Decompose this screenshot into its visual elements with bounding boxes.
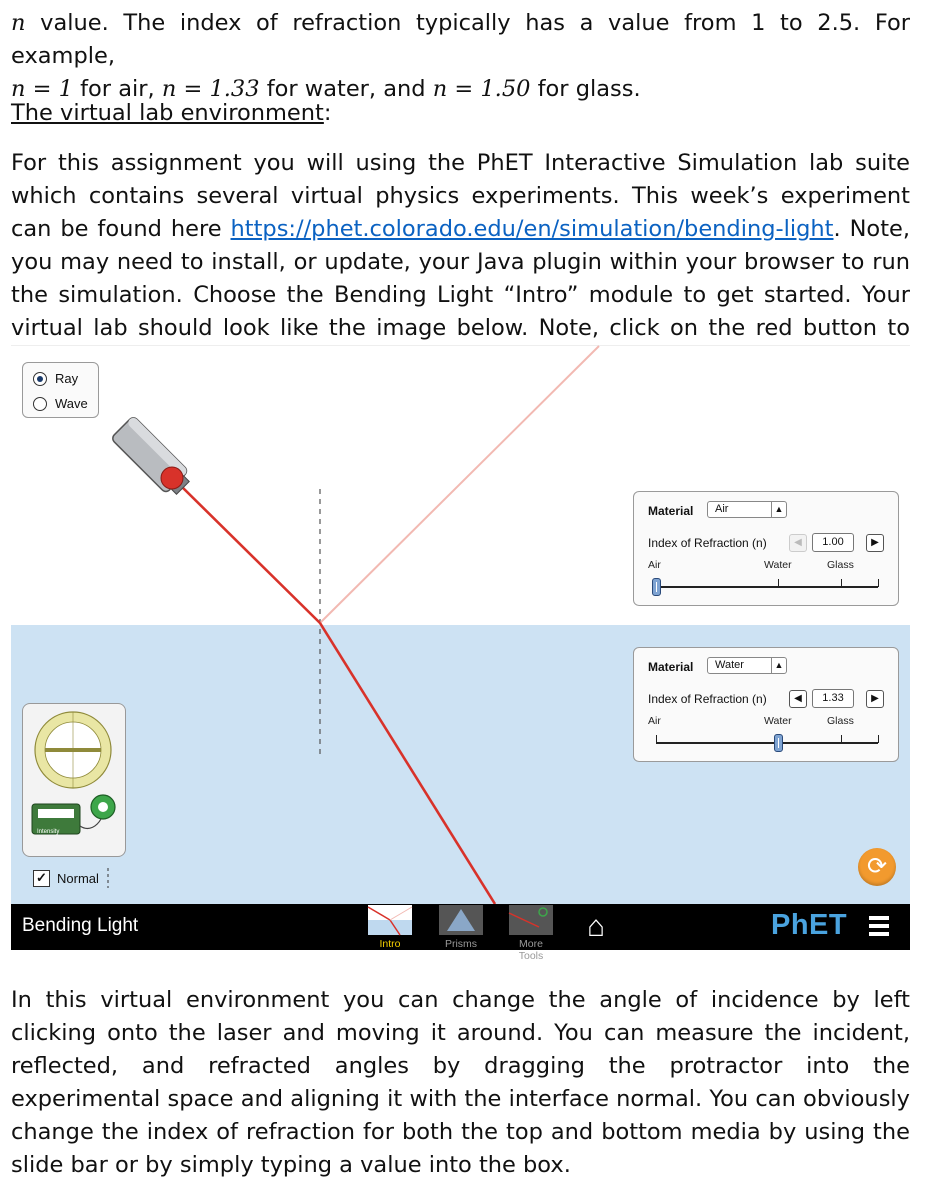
text-span: for air, [72, 76, 162, 102]
tick-glass [841, 735, 842, 743]
normal-toggle[interactable] [33, 868, 110, 888]
more-tools-screen-icon [509, 905, 553, 935]
bottom-material-panel [633, 647, 899, 762]
air-n-expression: n = 1 [11, 76, 73, 102]
reflected-ray [320, 346, 599, 623]
home-icon[interactable]: ⌂ [587, 910, 606, 943]
normal-dashed-icon [106, 868, 110, 888]
text-span: for glass. [530, 76, 641, 102]
increase-arrow-icon[interactable]: ▶ [866, 534, 884, 552]
incident-ray [179, 484, 320, 623]
wave-option[interactable] [33, 396, 88, 411]
assignment-paragraph [11, 147, 910, 378]
bottom-ior-input[interactable] [812, 689, 854, 708]
bottom-ior-slider-thumb[interactable] [774, 734, 783, 752]
toolbox-panel [22, 703, 126, 857]
laser-on-button[interactable] [161, 467, 183, 489]
reset-all-button[interactable]: ⟳ [858, 848, 896, 886]
text-span: value. The index of refraction typically has a value from 1 to 2.5. For example, [11, 10, 910, 69]
scale-label-water: Water [764, 559, 792, 571]
instructions-paragraph: In this virtual environment you can change the angle of incidence by left clicking onto the laser and moving it around. You can measure the incident, reflected, and refracted angles by dragging the protractor into the experimental space and aligning it with the interface normal. You can obviously change the index of refraction for both the top and bottom media by using the slide bar or by simply typing a value into the box. [11, 987, 910, 1178]
decrease-arrow-icon[interactable]: ◀ [789, 534, 807, 552]
text-span: . Note, you may need to install, or update, your Java plugin within your browser to run the simulation. Choose the Bending Light “Intro” module to get started. Your virtual lab should look like the image below. Note, click on the red button to [11, 216, 911, 341]
intensity-label: Intensity [37, 829, 60, 835]
intro-screen-icon [368, 905, 412, 935]
scale-label-air: Air [648, 559, 661, 571]
dropdown-arrow-icon[interactable]: ▲ [771, 502, 786, 517]
material-title: Material [648, 660, 694, 674]
tick-glass [841, 579, 842, 587]
glass-n-expression: n = 1.50 [432, 76, 531, 102]
menu-icon[interactable] [869, 916, 889, 940]
view-mode-panel [22, 362, 99, 418]
tab-prisms[interactable] [436, 905, 486, 950]
normal-label: Normal [57, 870, 99, 886]
top-ior-input[interactable] [812, 533, 854, 552]
section-heading [11, 97, 910, 130]
water-n-expression: n = 1.33 [161, 76, 260, 102]
ray-radio[interactable] [33, 372, 47, 386]
slider-track [656, 742, 878, 744]
phet-link[interactable]: https://phet.colorado.edu/en/simulation/bending-light [230, 216, 834, 242]
navigation-bar [11, 904, 910, 962]
top-ior-slider-thumb[interactable] [652, 578, 661, 596]
tick-end [878, 579, 879, 587]
phet-logo[interactable]: PhET [771, 909, 848, 941]
ior-label: Index of Refraction (n) [648, 536, 767, 550]
normal-checkbox[interactable]: ✓ [33, 870, 50, 887]
top-material-panel [633, 491, 899, 606]
wave-label: Wave [55, 396, 88, 411]
sim-title: Bending Light [22, 915, 139, 936]
wave-radio[interactable] [33, 397, 47, 411]
tick-water [778, 579, 779, 587]
heading-text: The virtual lab environment [11, 100, 324, 126]
increase-arrow-icon[interactable]: ▶ [866, 690, 884, 708]
bending-light-simulation [11, 345, 910, 962]
tab-prisms-label: Prisms [444, 938, 478, 950]
protractor-icon[interactable] [35, 712, 111, 788]
tab-intro[interactable] [365, 905, 415, 950]
scale-label-glass: Glass [827, 715, 854, 727]
top-ior-value: 1.00 [822, 536, 844, 548]
ray-option[interactable] [33, 371, 78, 386]
bottom-material-value: Water [715, 659, 744, 671]
ray-label: Ray [55, 371, 79, 386]
heading-colon: : [323, 100, 332, 126]
bottom-ior-value: 1.33 [822, 692, 844, 704]
intro-paragraph [11, 7, 910, 106]
tab-intro-label: Intro [379, 938, 401, 950]
n-symbol: n [11, 10, 26, 36]
top-material-value: Air [715, 503, 729, 515]
slider-track [656, 586, 878, 588]
material-title: Material [648, 504, 694, 518]
scale-label-water: Water [764, 715, 792, 727]
text-span: For this assignment you will using the PhET Interactive Simulation lab suite which contains several virtual physics experiments. This week’s experiment can be found here [11, 150, 910, 242]
tab-more-tools[interactable] [506, 905, 556, 962]
tick-start [656, 735, 657, 743]
scale-label-air: Air [648, 715, 661, 727]
tab-more-tools-label: More Tools [518, 938, 544, 962]
text-span: for water, and [259, 76, 433, 102]
dropdown-arrow-icon[interactable]: ▲ [771, 658, 786, 673]
scale-label-glass: Glass [827, 559, 854, 571]
prisms-screen-icon [439, 905, 483, 935]
laser-pointer[interactable] [111, 416, 194, 499]
tick-end [878, 735, 879, 743]
decrease-arrow-icon[interactable]: ◀ [789, 690, 807, 708]
ior-label: Index of Refraction (n) [648, 692, 767, 706]
